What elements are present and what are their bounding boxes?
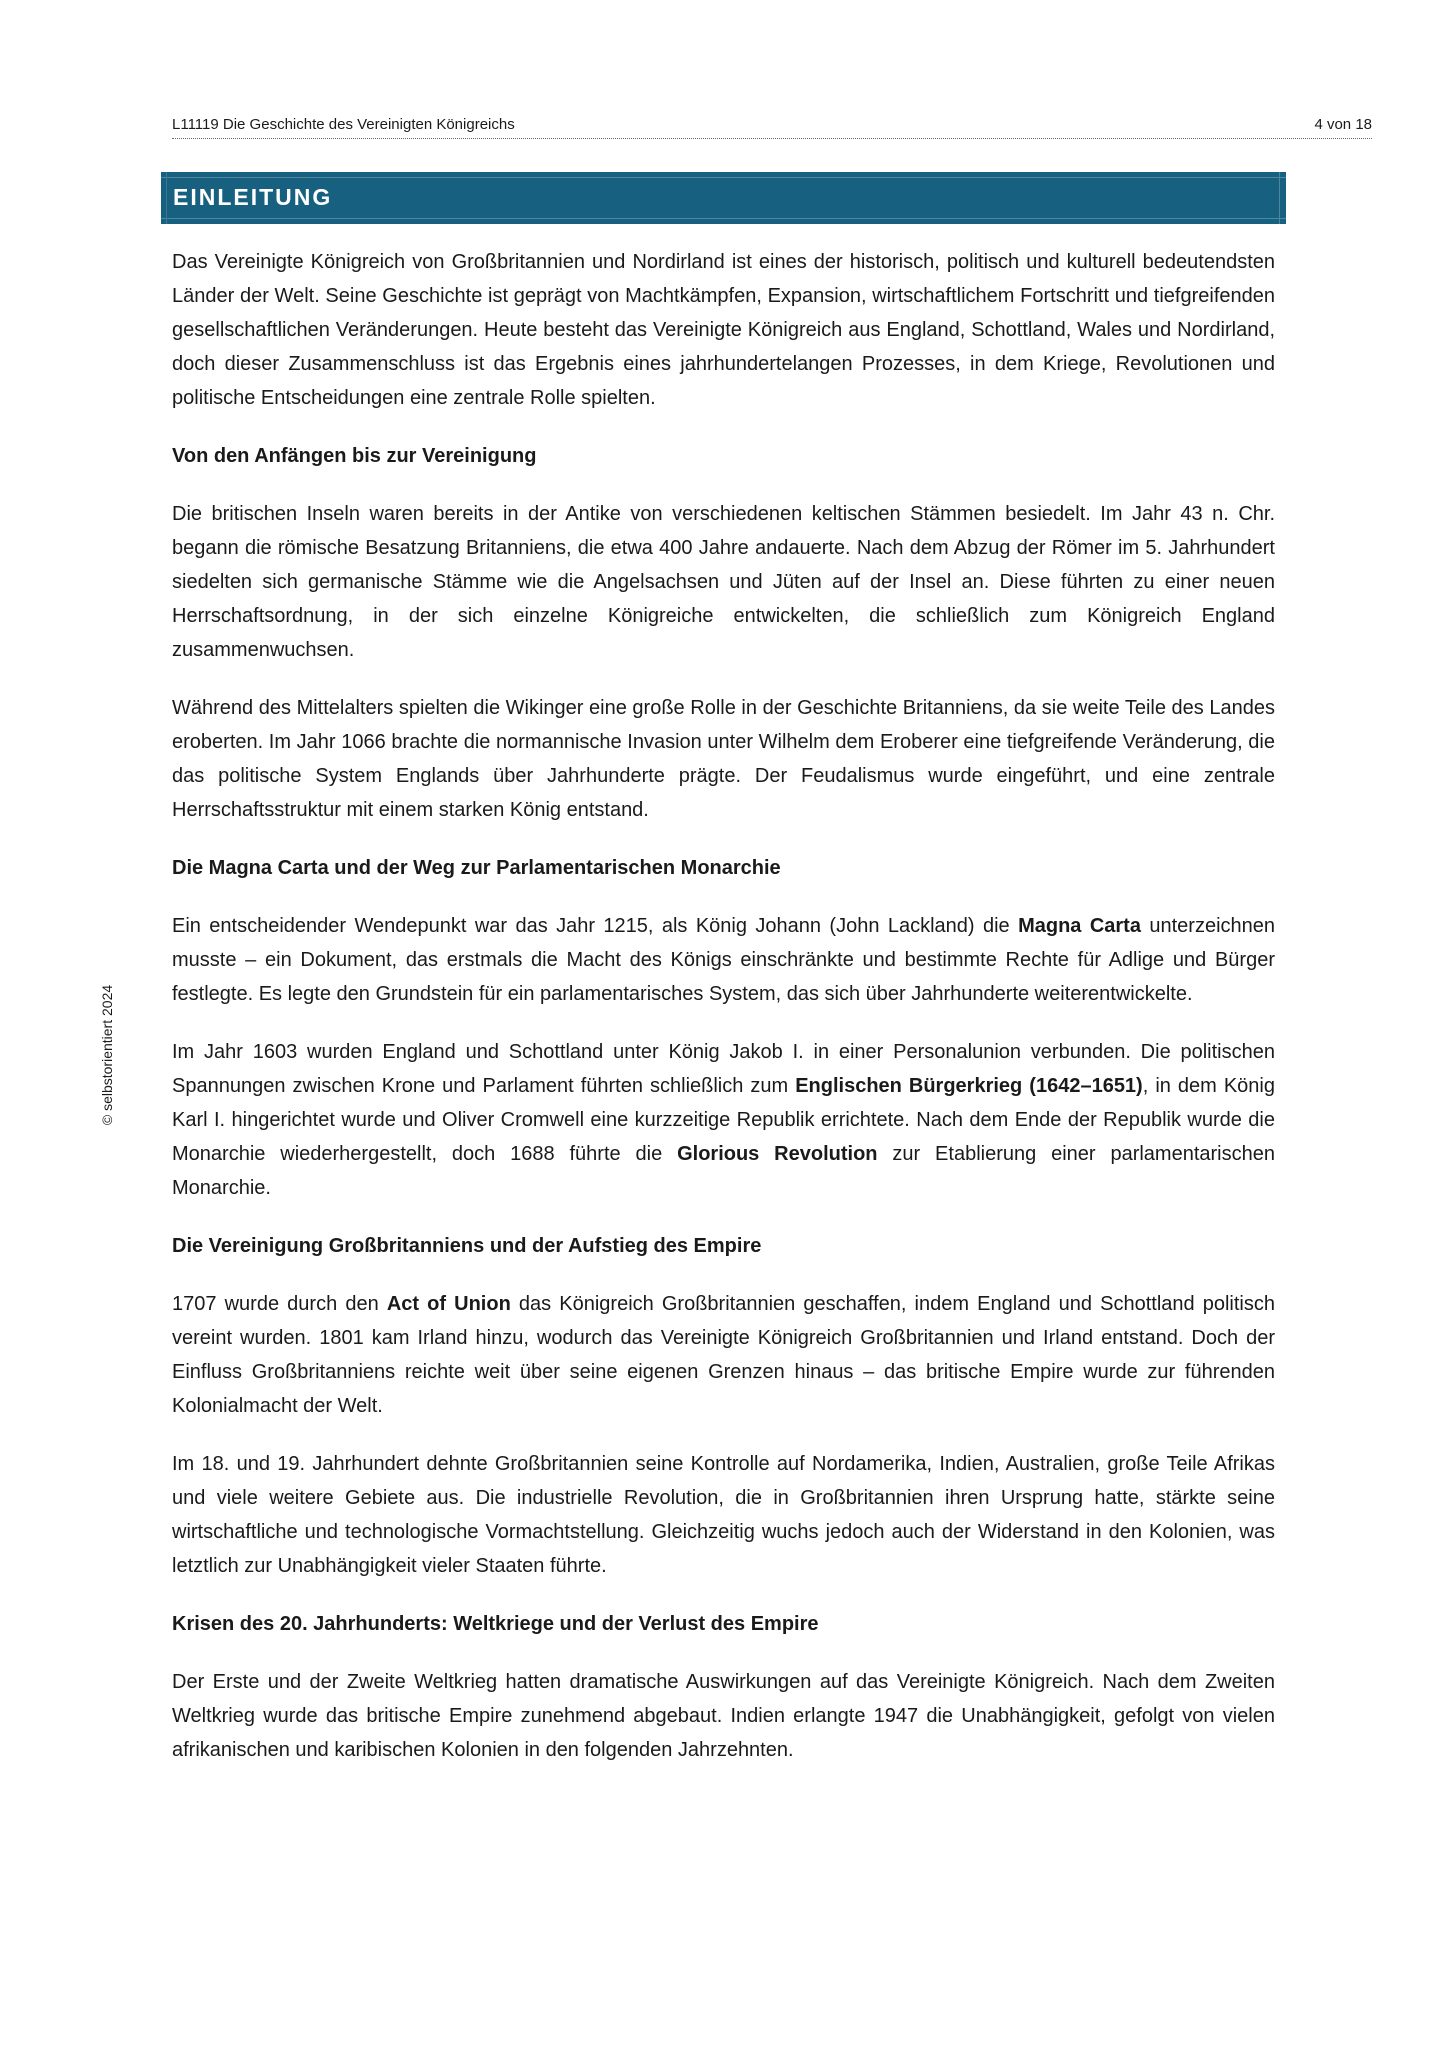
section-banner	[161, 172, 1286, 224]
paragraph-magna-carta	[172, 909, 1275, 1011]
text-run: 1707 wurde durch den	[172, 1293, 387, 1315]
banner-inset-line	[166, 172, 167, 224]
paragraph-mittelalter: Während des Mittelalters spielten die Wikinger eine große Rolle in der Geschichte Britanniens, da sie weite Teile des Landes eroberten. Im Jahr 1066 brachte die normannische Invasion unter Wilhelm dem Eroberer eine tiefgreifende Veränderung, die das politische System Englands über Jahrhunderte prägte. Der Feudalismus wurde eingeführt, und eine zentrale Herrschaftsstruktur mit einem starken König entstand.	[172, 697, 1275, 821]
heading-magna-carta: Die Magna Carta und der Weg zur Parlamentarischen Monarchie	[172, 857, 781, 879]
banner-inset-line	[1279, 172, 1280, 224]
heading-krisen: Krisen des 20. Jahrhunderts: Weltkriege und der Verlust des Empire	[172, 1613, 819, 1635]
banner-inset-line	[161, 177, 1286, 178]
banner-title: EINLEITUNG	[173, 184, 333, 210]
text-run: zur Etablierung einer parlamentarischen Monarchie.	[172, 1143, 1275, 1199]
bold-term: Act of Union	[386, 1293, 511, 1315]
paragraph-act-of-union	[172, 1287, 1275, 1423]
paragraph-expansion: Im 18. und 19. Jahrhundert dehnte Großbritannien seine Kontrolle auf Nordamerika, Indien, Australien, große Teile Afrikas und viele weitere Gebiete aus. Die industrielle Revolution, die in Großbritannien ihren Ursprung hatte, stärkte seine wirtschaftliche und technologische Vormachtstellung. Gleichzeitig wuchs jedoch auch der Widerstand in den Kolonien, was letztlich zur Unabhängigkeit vieler Staaten führte.	[172, 1453, 1275, 1577]
document-body	[172, 245, 1275, 1791]
heading-anfaenge: Von den Anfängen bis zur Vereinigung	[172, 445, 537, 467]
banner-inset-line	[161, 218, 1286, 219]
bold-term: Glorious Revolution	[677, 1143, 878, 1165]
running-header	[172, 114, 1372, 139]
text-run: das Königreich Großbritannien geschaffen, indem England und Schottland politisch vereint wurden. 1801 kam Irland hinzu, wodurch das Vereinigte Königreich Großbritannien und Irland entstand. Doch der Einfluss Großbritanniens reichte weit über seine eigenen Grenzen hinaus – das britische Empire wurde zur führenden Kolonialmacht der Welt.	[172, 1293, 1275, 1417]
paragraph-weltkriege: Der Erste und der Zweite Weltkrieg hatten dramatische Auswirkungen auf das Vereinigte Königreich. Nach dem Zweiten Weltkrieg wurde das britische Empire zunehmend abgebaut. Indien erlangte 1947 die Unabhängigkeit, gefolgt von vielen afrikanischen und karibischen Kolonien in den folgenden Jahrzehnten.	[172, 1671, 1275, 1761]
paragraph-intro: Das Vereinigte Königreich von Großbritannien und Nordirland ist eines der historisch, politisch und kulturell bedeutendsten Länder der Welt. Seine Geschichte ist geprägt von Machtkämpfen, Expansion, wirtschaftlichem Fortschritt und tiefgreifenden gesellschaftlichen Veränderungen. Heute besteht das Vereinigte Königreich aus England, Schottland, Wales und Nordirland, doch dieser Zusammenschluss ist das Ergebnis eines jahrhundertelangen Prozesses, in dem Kriege, Revolutionen und politische Entscheidungen eine zentrale Rolle spielten.	[172, 251, 1275, 409]
page-indicator: 4 von 18	[1314, 116, 1372, 133]
heading-empire: Die Vereinigung Großbritanniens und der Aufstieg des Empire	[172, 1235, 762, 1257]
paragraph-antike: Die britischen Inseln waren bereits in der Antike von verschiedenen keltischen Stämmen besiedelt. Im Jahr 43 n. Chr. begann die römische Besatzung Britanniens, die etwa 400 Jahre andauerte. Nach dem Abzug der Römer im 5. Jahrhundert siedelten sich germanische Stämme wie die Angelsachsen und Jüten auf der Insel an. Diese führten zu einer neuen Herrschaftsordnung, in der sich einzelne Königreiche entwickelten, die schließlich zum Königreich England zusammenwuchsen.	[172, 503, 1275, 661]
document-title: L11119 Die Geschichte des Vereinigten Königreichs	[172, 116, 515, 133]
text-run: , in dem König Karl I. hingerichtet wurde und Oliver Cromwell eine kurzzeitige Republik errichtete. Nach dem Ende der Republik wurde die Monarchie wiederhergestellt, doch 1688 führte die	[172, 1075, 1275, 1165]
text-run: unterzeichnen musste – ein Dokument, das erstmals die Macht des Königs einschränkte und bestimmte Rechte für Adlige und Bürger festlegte. Es legte den Grundstein für ein parlamentarisches System, das sich über Jahrhunderte weiterentwickelte.	[172, 915, 1276, 1005]
text-run: Im Jahr 1603 wurden England und Schottland unter König Jakob I. in einer Personalunion verbunden. Die politischen Spannungen zwischen Krone und Parlament führten schließlich zum	[172, 1041, 1275, 1097]
copyright-notice: © selbstorientiert 2024	[99, 984, 115, 1126]
bold-term: Magna Carta	[1018, 915, 1141, 937]
text-run: Ein entscheidender Wendepunkt war das Jahr 1215, als König Johann (John Lackland) die	[172, 915, 1019, 937]
paragraph-buergerkrieg	[172, 1035, 1275, 1205]
bold-term: Englischen Bürgerkrieg (1642–1651)	[795, 1075, 1143, 1097]
